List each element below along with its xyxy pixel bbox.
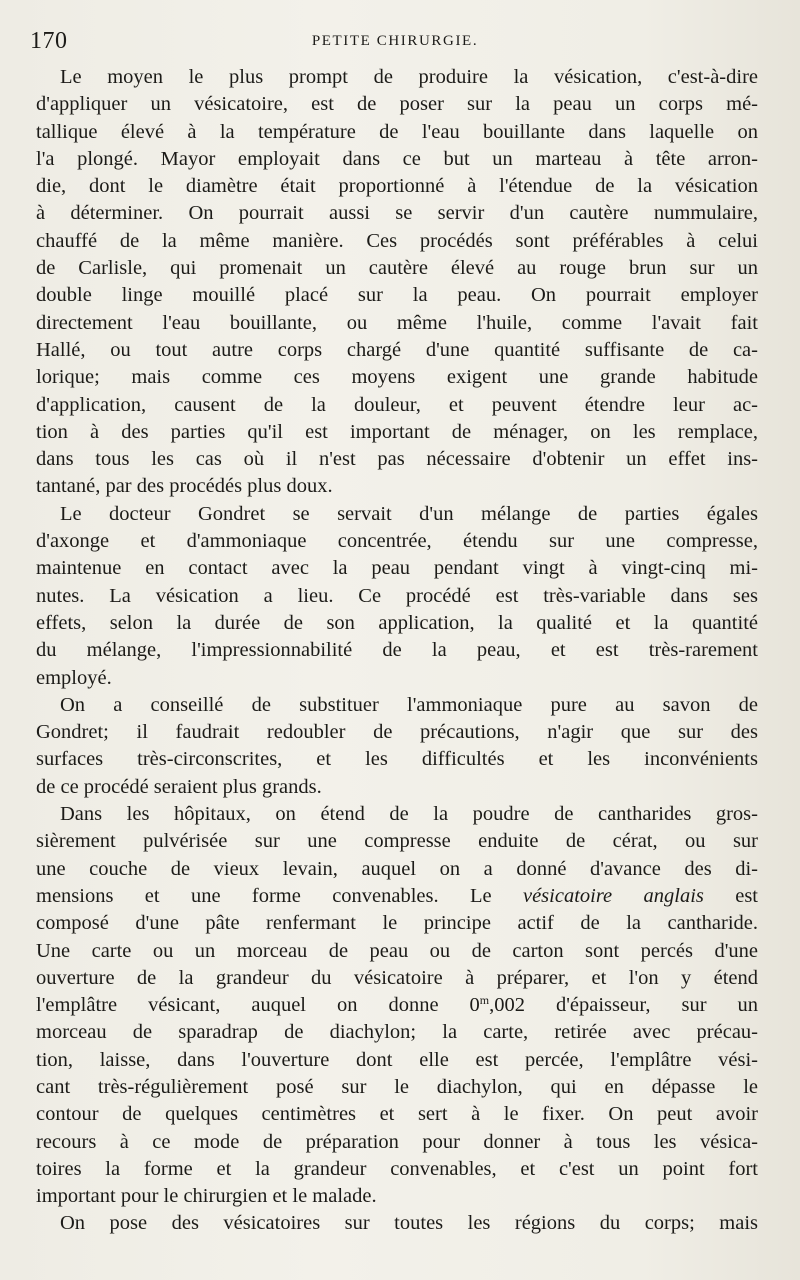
text-line: dans tous les cas où il n'est pas nécessaire d'obtenir un effet ins- [36,448,758,471]
text-line: tion à des parties qu'il est important de ménager, on les remplace, [36,420,758,443]
text-line [36,992,758,1019]
text-line: double linge mouillé placé sur la peau. On pourrait employer [36,284,758,307]
text-line: toires la forme et la grandeur convenables, et c'est un point fort [36,1157,758,1180]
text-line: employé. [36,666,112,689]
text-line: effets, selon la durée de son application, la qualité et la quantité [36,611,758,634]
text-line: Le moyen le plus prompt de produire la vésication, c'est-à-dire [60,66,758,88]
paragraph [36,64,758,501]
text-line: On a conseillé de substituer l'ammoniaque pure au savon de [60,693,758,716]
text-line: Une carte ou un morceau de peau ou de carton sont percés d'une [36,939,758,962]
text-line: du mélange, l'impressionnabilité de la peau, et est très-rarement [36,639,758,662]
text-line [36,883,758,910]
text-line: composé d'une pâte renfermant le principe actif de la cantharide. [36,912,758,935]
page-number: 170 [30,28,68,54]
text-line: Le docteur Gondret se servait d'un mélange de parties égales [60,502,758,525]
text-line: surfaces très-circonscrites, et les difficultés et les inconvénients [36,748,758,771]
page-header [30,28,760,58]
text-line: morceau de sparadrap de diachylon; la carte, retirée avec précau- [36,1021,758,1044]
text-line: Dans les hôpitaux, on étend de la poudre de cantharides gros- [60,803,758,826]
text-line: à déterminer. On pourrait aussi se servir d'un cautère nummulaire, [36,202,758,225]
running-title: PETITE CHIRURGIE. [311,33,479,49]
text-line: sièrement pulvérisée sur une compresse enduite de cérat, ou sur [36,830,758,853]
text-line: d'axonge et d'ammoniaque concentrée, étendu sur une compresse, [36,530,758,553]
text-line: tion, laisse, dans l'ouverture dont elle est percée, l'emplâtre vési- [36,1048,758,1071]
text-line: Hallé, ou tout autre corps chargé d'une quantité suffisante de ca- [36,338,758,361]
text-line: l'a plongé. Mayor employait dans ce but un marteau à tête arron- [36,147,758,170]
text-line: tallique élevé à la température de l'eau bouillante dans laquelle on [36,120,758,143]
superscript-unit: m [479,993,490,1008]
text-segment: l'emplâtre vésicant, auquel on donne 0 [36,994,480,1017]
paragraph [36,501,758,692]
body-text [36,64,758,1238]
text-line: cant très-régulièrement posé sur le diachylon, qui en dépasse le [36,1075,758,1098]
text-segment: mensions et une forme convenables. Le [36,884,492,907]
italic-term: vésicatoire anglais [522,884,704,907]
text-line: directement l'eau bouillante, ou même l'huile, comme l'avait fait [36,311,758,334]
text-line: nutes. La vésication a lieu. Ce procédé est très-variable dans ses [36,584,758,607]
text-line: d'appliquer un vésicatoire, est de poser sur la peau un corps mé- [36,93,758,116]
text-line: de ce procédé seraient plus grands. [36,775,322,798]
text-line: ouverture de la grandeur du vésicatoire à préparer, et l'on y étend [36,966,758,989]
text-line: important pour le chirurgien et le malade. [36,1185,377,1208]
text-segment: ,002 d'épaisseur, sur un [489,994,758,1017]
text-line: die, dont le diamètre était proportionné à l'étendue de la vésication [36,175,758,198]
text-line: contour de quelques centimètres et sert à le fixer. On peut avoir [36,1103,758,1126]
paragraph [36,1210,758,1237]
text-line: de Carlisle, qui promenait un cautère élevé au rouge brun sur un [36,257,758,280]
text-line: On pose des vésicatoires sur toutes les régions du corps; mais [60,1212,758,1235]
paragraph [36,692,758,801]
text-line: d'application, causent de la douleur, et peuvent étendre leur ac- [36,393,758,416]
text-line: chauffé de la même manière. Ces procédés sont préférables à celui [36,229,758,252]
text-line: maintenue en contact avec la peau pendant vingt à vingt-cinq mi- [36,557,758,580]
text-line: lorique; mais comme ces moyens exigent une grande habitude [36,366,758,389]
text-line: Gondret; il faudrait redoubler de précautions, n'agir que sur des [36,721,758,744]
text-line: tantané, par des procédés plus doux. [36,475,333,498]
text-segment: est [735,884,759,907]
paragraph [36,801,758,1210]
text-line: recours à ce mode de préparation pour donner à tous les vésica- [36,1130,758,1153]
text-line: une couche de vieux levain, auquel on a donné d'avance des di- [36,857,758,880]
